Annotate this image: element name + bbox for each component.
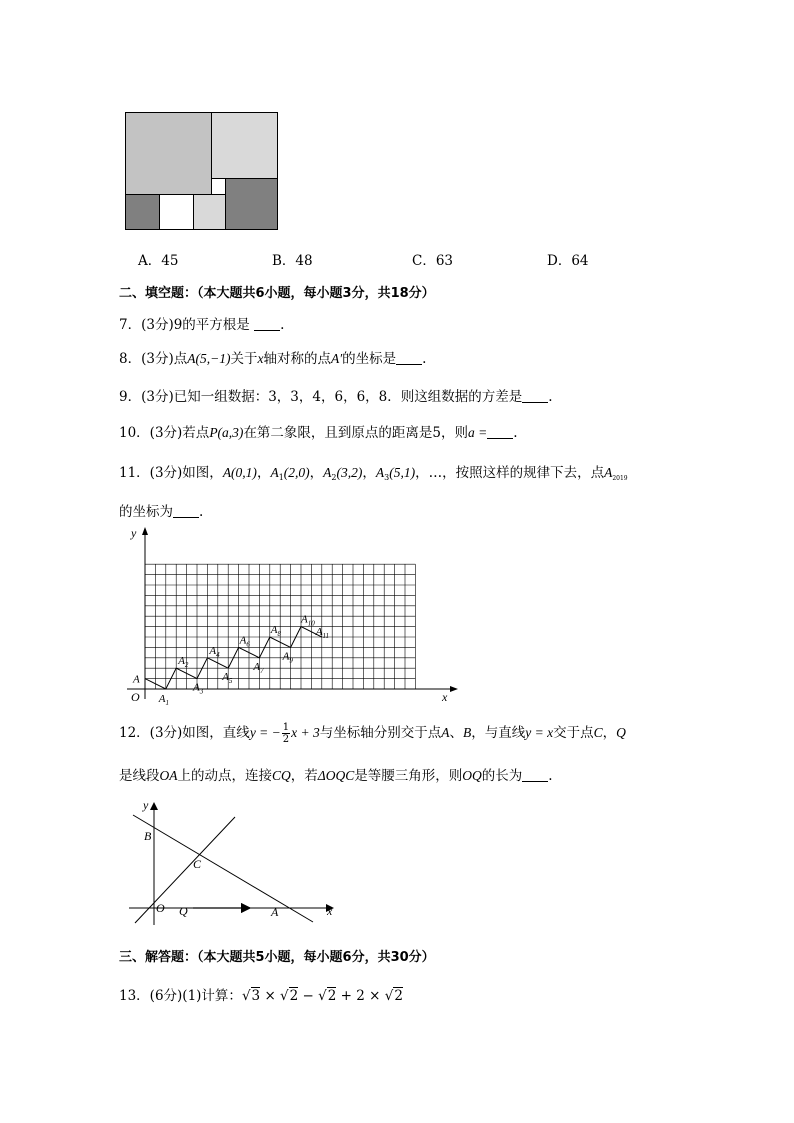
point-label-1: $A_1$ xyxy=(158,693,170,707)
q11-p1-sub: 1 xyxy=(278,473,284,482)
question-10 xyxy=(119,421,518,441)
question-12 xyxy=(119,718,626,748)
q7-text: 7．(3分)9的平方根是 xyxy=(119,317,250,333)
question-11: 11．(3分)如图，A(0,1)，$A_1(2,0)$，$A_2(3,2)$，$A_3(5,1)$，…，按照这样的规律下去，点$A_{2019}$ xyxy=(119,465,628,482)
question-7: 7．(3分)9的平方根是 . xyxy=(119,317,285,333)
q11-p0: A(0,1) xyxy=(222,465,257,480)
point-label-9: $A_9$ xyxy=(282,650,293,665)
q13-op3: + 2 × xyxy=(340,988,381,1004)
fig11-y-label: y xyxy=(131,526,137,540)
q13-r3: 2 xyxy=(327,988,337,1004)
q13-r4: 2 xyxy=(394,988,403,1004)
fig12-y-label: y xyxy=(143,798,149,812)
q12-pt-a: A xyxy=(441,725,450,740)
q8-point2: A′ xyxy=(330,351,343,366)
question-9: 9．(3分)已知一组数据：3，3，4，6，6，8．则这组数据的方差是 . xyxy=(119,389,553,405)
fig12-q: Q xyxy=(179,904,188,918)
point-label-subscript: 5 xyxy=(228,677,233,686)
square-dark-right xyxy=(226,179,278,230)
q12-oa: OA xyxy=(159,768,178,783)
q12-l2d: 是等腰三角形，则 xyxy=(354,768,463,784)
q12-mid: 与坐标轴分别交于点 xyxy=(319,725,442,741)
fig12-origin: O xyxy=(156,901,165,915)
answer-blank xyxy=(396,352,422,365)
figure-12 xyxy=(125,795,340,930)
y-axis-arrow-icon xyxy=(142,527,148,535)
point-label-8: $A_8$ xyxy=(270,624,282,638)
point-label-subscript: 10 xyxy=(307,619,315,628)
q13-r2: 2 xyxy=(289,988,299,1004)
fig12-c: C xyxy=(193,857,202,871)
point-label-subscript: 11 xyxy=(322,632,330,640)
point-label-subscript: 4 xyxy=(216,650,220,659)
q11-p3: A xyxy=(375,465,385,480)
point-label-subscript: 2 xyxy=(184,661,189,670)
option-b: B．48 xyxy=(272,253,313,269)
q13-op2: − xyxy=(302,988,314,1004)
q8-rest: 轴对称的点 xyxy=(263,351,331,367)
q12-pt-q: Q xyxy=(616,725,626,740)
question-11-line2: 的坐标为 . xyxy=(119,504,204,520)
fig12-b: B xyxy=(144,829,152,843)
q8-prefix: 8．(3分)点 xyxy=(119,351,188,367)
fig11-origin: O xyxy=(131,690,140,704)
point-label-subscript: 6 xyxy=(246,640,250,649)
q12-pt-c: C xyxy=(593,725,603,740)
q8-axis: x xyxy=(257,351,264,366)
q11-p3-sub: 3 xyxy=(384,473,390,482)
q11-p2-val: (3,2) xyxy=(336,465,363,480)
q12-eq-rhs: x + 3 xyxy=(291,725,320,740)
q10-prefix: 10．(3分)若点 xyxy=(119,425,210,441)
q10-end: . xyxy=(513,425,518,441)
q10-point: P(a,3) xyxy=(209,425,244,440)
q12-prefix: 12．(3分)如图，直线 xyxy=(119,725,250,741)
q11-target-sub: 2019 xyxy=(612,475,628,482)
answer-blank xyxy=(254,318,280,331)
q8-end: 的坐标是 xyxy=(342,351,397,367)
option-c: C．63 xyxy=(412,253,454,269)
square-light-mid xyxy=(194,195,226,230)
square-small-white xyxy=(212,179,226,195)
point-label-5: $A_5$ xyxy=(222,671,233,686)
q11-prefix: 11．(3分)如图， xyxy=(119,465,223,481)
q12-tri: ΔOQC xyxy=(317,768,355,783)
section2-heading: 二、填空题：（本大题共6小题，每小题3分，共18分） xyxy=(119,286,435,301)
fig12-x-label: x xyxy=(327,904,333,918)
square-dark-left xyxy=(126,195,160,230)
square-top-right xyxy=(212,113,278,179)
q11-p1: A xyxy=(270,465,279,480)
point-label-2: $A_2$ xyxy=(178,655,189,670)
point-label-3: $A_3$ xyxy=(193,681,204,696)
q12-fraction xyxy=(282,722,290,745)
answer-blank xyxy=(522,390,548,403)
figure-11-grid xyxy=(115,525,460,707)
question-13: 13．(6分)(1)计算：√3 × √2 − √2 + 2 × √2 xyxy=(119,988,403,1004)
q12-sep2: ， xyxy=(602,725,617,741)
answer-blank xyxy=(173,505,199,518)
q10-var: a = xyxy=(468,425,488,440)
q12-l2e: 的长为 xyxy=(481,768,523,784)
q12-oq: OQ xyxy=(462,768,482,783)
fig11-x-label: x xyxy=(442,690,448,704)
point-label-subscript: 9 xyxy=(289,656,293,665)
point-label-11: $A_{11}$ xyxy=(315,626,330,640)
q11-p2-sub: 2 xyxy=(331,473,337,482)
point-label-0: A xyxy=(133,673,140,686)
q8-mid: 关于 xyxy=(230,351,258,367)
point-label-4: $A_4$ xyxy=(209,644,220,659)
q12-l2c: ，若 xyxy=(290,768,318,784)
q12-mid2: ，与直线 xyxy=(471,725,526,741)
q11-line2: 的坐标为 xyxy=(119,504,173,520)
q13-op1: × xyxy=(264,988,276,1004)
section3-heading: 三、解答题：（本大题共5小题，每小题6分，共30分） xyxy=(119,950,435,965)
fig12-a: A xyxy=(271,905,279,919)
q8-point: A(5,−1) xyxy=(187,351,231,366)
q12-mid3: 交于点 xyxy=(553,725,594,741)
answer-blank xyxy=(522,769,548,782)
question-8: 8．(3分)点A(5,−1)关于x轴对称的点A′的坐标是 . xyxy=(119,351,427,367)
q11-p1-val: (2,0) xyxy=(283,465,310,480)
point-label-7: $A_7$ xyxy=(253,660,264,675)
q12-pt-b: B xyxy=(463,725,472,740)
q12-eq-lhs: y = − xyxy=(249,725,281,740)
q12-frac-den: 2 xyxy=(282,734,290,745)
point-label-subscript: 7 xyxy=(260,666,264,675)
point-label-6: $A_6$ xyxy=(239,634,250,649)
q12-cq: CQ xyxy=(272,768,291,783)
q10-mid: 在第二象限，且到原点的距离是5，则 xyxy=(243,425,469,441)
square-large xyxy=(126,113,212,195)
q11-p2: A xyxy=(323,465,332,480)
q12-frac-num: 1 xyxy=(282,722,290,733)
point-label-subscript: 8 xyxy=(277,630,282,638)
point-label-subscript: 3 xyxy=(199,687,204,696)
answer-blank xyxy=(487,426,513,439)
q9-text: 9．(3分)已知一组数据：3，3，4，6，6，8．则这组数据的方差是 xyxy=(119,389,523,405)
q12-l2b: 上的动点，连接 xyxy=(177,768,272,784)
point-label-subscript: 1 xyxy=(165,699,170,707)
q13-prefix: 13．(6分)(1)计算： xyxy=(119,988,242,1004)
q11-target: A xyxy=(604,465,613,480)
q11-mid: ，…，按照这样的规律下去，点 xyxy=(415,465,605,481)
q11-p3-val: (5,1) xyxy=(389,465,416,480)
q13-r1: 3 xyxy=(251,988,261,1004)
option-d: D．64 xyxy=(547,253,589,269)
q12-l2a: 是线段 xyxy=(119,768,160,784)
squares-figure xyxy=(125,112,279,231)
question-12-line2: 是线段OA上的动点，连接CQ，若ΔOQC是等腰三角形，则OQ的长为 . xyxy=(119,768,553,784)
q12-sep: 、 xyxy=(449,725,464,741)
q12-line2: y = x xyxy=(525,725,554,740)
point-label-10: $A_{10}$ xyxy=(301,613,315,628)
option-a: A．45 xyxy=(138,253,179,269)
square-white-mid xyxy=(160,195,194,230)
x-axis-arrow-icon xyxy=(450,686,458,692)
